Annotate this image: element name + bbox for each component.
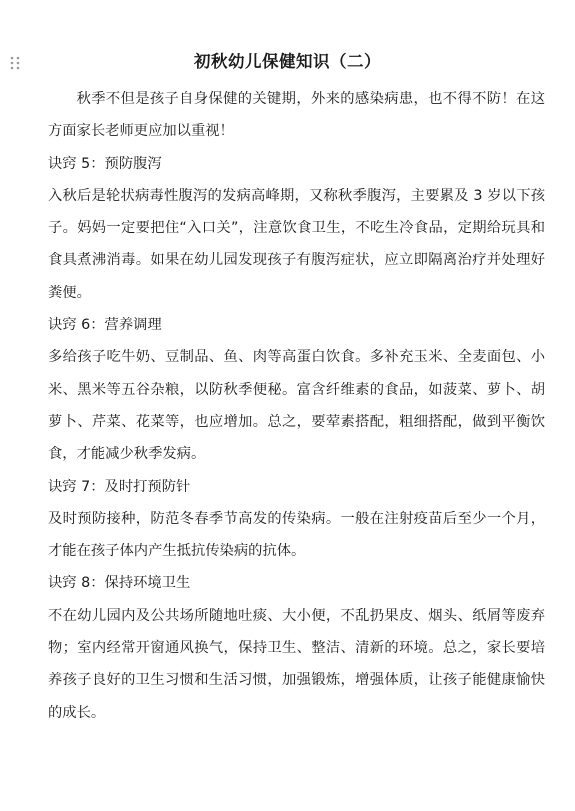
intro-paragraph: 秋季不但是孩子自身保健的关键期，外来的感染病患，也不得不防！在这方面家长老师更应加以重视！ xyxy=(48,91,545,140)
section-heading: 诀窍 8：保持环境卫生 xyxy=(48,575,191,592)
section-paragraph: 及时预防接种，防范冬春季节高发的传染病。一般在注射疫苗后至少一个月，才能在孩子体内产生抵抗传染病的抗体。 xyxy=(48,510,545,560)
section-heading: 诀窍 7：及时打预防针 xyxy=(48,478,191,495)
section-paragraph: 多给孩子吃牛奶、豆制品、鱼、肉等高蛋白饮食。多补充玉米、全麦面包、小米、黑米等五谷杂粮，以防秋季便秘。富含纤维素的食品，如菠菜、萝卜、胡萝卜、芹菜、花菜等，也应增加。总之，要荤素搭配，粗细搭配，做到平衡饮食，才能减少秋季发病。 xyxy=(48,349,545,463)
section-heading: 诀窍 5：预防腹泻 xyxy=(48,155,162,172)
section-paragraph: 入秋后是轮状病毒性腹泻的发病高峰期，又称秋季腹泻，主要累及 3 岁以下孩子。妈妈一定要把住“入口关”，注意饮食卫生，不吃生冷食品，定期给玩具和食具煮沸消毒。如果在幼儿园发现孩子有腹泻症状，应立即隔离治疗并处理好粪便。 xyxy=(48,187,545,301)
section-paragraph: 不在幼儿园内及公共场所随地吐痰、大小便，不乱扔果皮、烟头、纸屑等废弃物；室内经常开窗通风换气，保持卫生、整洁、清新的环境。总之，家长要培养孩子良好的卫生习惯和生活习惯，加强锻炼，增强体质，让孩子能健康愉快的成长。 xyxy=(48,607,545,721)
document-title: 初秋幼儿保健知识（二） xyxy=(194,52,381,71)
section-heading: 诀窍 6：营养调理 xyxy=(48,317,162,334)
document-body xyxy=(48,83,545,729)
